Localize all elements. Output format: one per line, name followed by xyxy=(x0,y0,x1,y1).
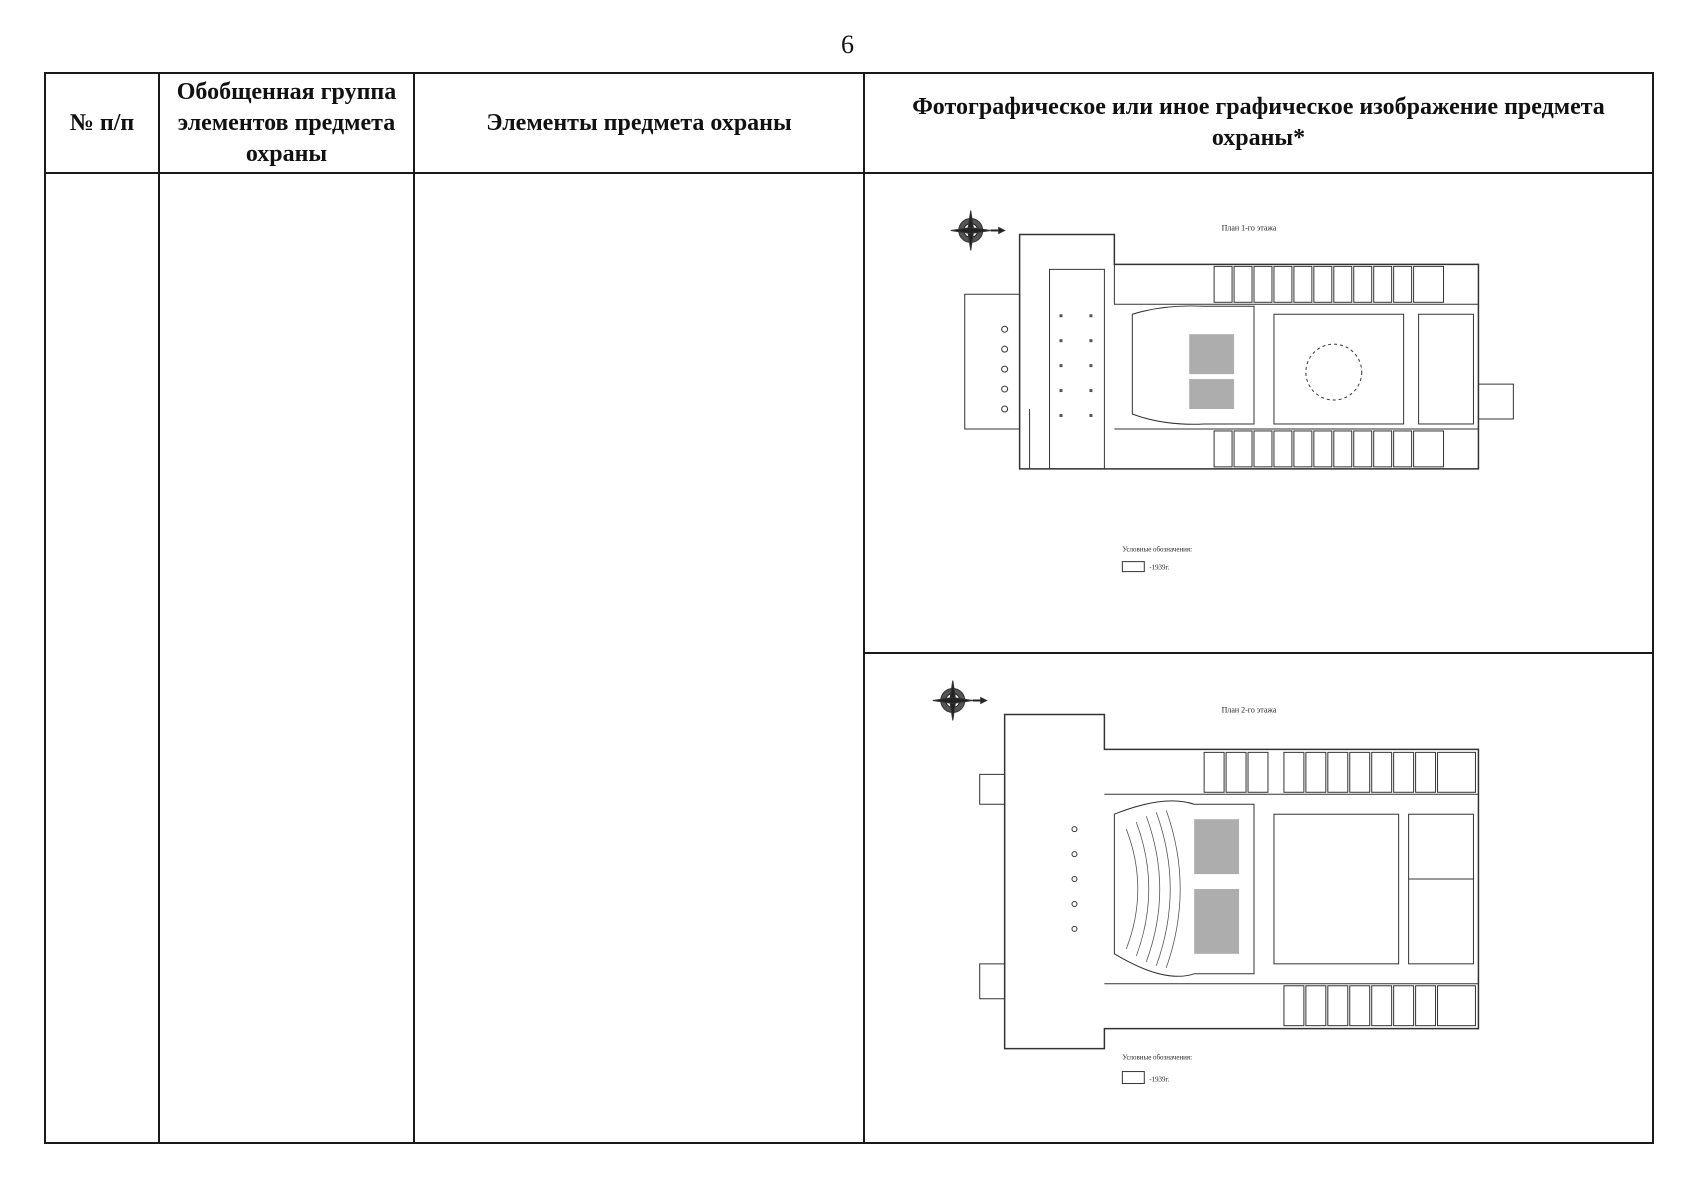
floor-plan-2-legend-item: -1939г. xyxy=(1149,1075,1170,1084)
floor-plan-1-drawing xyxy=(865,174,1652,652)
header-element-group: Обобщенная группа элементов предмета охраны xyxy=(159,73,414,173)
table-row xyxy=(45,173,1653,1143)
cell-number xyxy=(45,173,159,1143)
header-graphic-image: Фотографическое или иное графическое изображение предмета охраны* xyxy=(864,73,1653,173)
table-header-row xyxy=(45,73,1653,173)
floor-plan-1-title: План 1-го этажа xyxy=(1221,223,1277,233)
cell-elements xyxy=(414,173,864,1143)
floor-plan-2 xyxy=(865,654,1652,1142)
floor-plan-1-legend-item: -1939г. xyxy=(1149,563,1170,572)
protection-subject-table xyxy=(44,72,1654,1144)
floor-plan-1-legend-heading: Условные обозначения: xyxy=(1122,545,1193,554)
floor-plan-1 xyxy=(865,174,1652,654)
page-number: 6 xyxy=(841,30,854,59)
floor-plan-2-drawing xyxy=(865,654,1652,1142)
compass-rose-icon xyxy=(933,681,987,721)
header-number: № п/п xyxy=(45,73,159,173)
floor-plan-2-legend-heading: Условные обозначения: xyxy=(1122,1053,1193,1062)
compass-rose-icon xyxy=(951,211,1005,251)
header-elements: Элементы предмета охраны xyxy=(414,73,864,173)
cell-graphic-image xyxy=(864,173,1653,1143)
cell-element-group xyxy=(159,173,414,1143)
floor-plan-2-title: План 2-го этажа xyxy=(1221,705,1277,715)
